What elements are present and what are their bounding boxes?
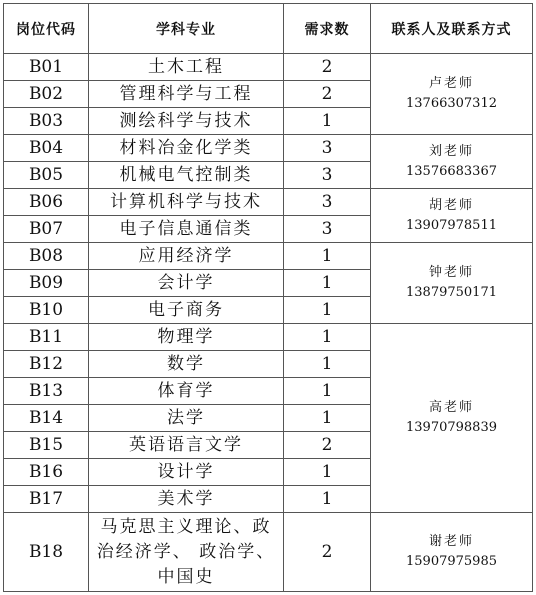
position-code: B07 bbox=[4, 216, 89, 243]
position-code: B05 bbox=[4, 162, 89, 189]
position-code: B09 bbox=[4, 270, 89, 297]
demand-count: 1 bbox=[284, 108, 371, 135]
major-name: 美术学 bbox=[89, 486, 284, 513]
contact-cell bbox=[371, 189, 533, 243]
contact-cell bbox=[371, 324, 533, 513]
contact-name: 高老师 bbox=[428, 400, 474, 415]
demand-count: 1 bbox=[284, 378, 371, 405]
contact-phone: 13970798839 bbox=[406, 420, 497, 435]
position-code: B13 bbox=[4, 378, 89, 405]
major-name: 测绘科学与技术 bbox=[89, 108, 284, 135]
contact-name: 刘老师 bbox=[428, 143, 474, 159]
major-name: 会计学 bbox=[89, 270, 284, 297]
contact-cell bbox=[371, 243, 533, 324]
demand-count: 1 bbox=[284, 243, 371, 270]
position-code: B10 bbox=[4, 297, 89, 324]
demand-count: 1 bbox=[284, 459, 371, 486]
demand-count: 2 bbox=[284, 513, 371, 592]
position-code: B17 bbox=[4, 486, 89, 513]
demand-count: 2 bbox=[284, 54, 371, 81]
demand-count: 3 bbox=[284, 162, 371, 189]
demand-count: 1 bbox=[284, 324, 371, 351]
position-code: B16 bbox=[4, 459, 89, 486]
major-name: 设计学 bbox=[89, 459, 284, 486]
contact-name: 胡老师 bbox=[428, 197, 474, 213]
major-name: 管理科学与工程 bbox=[89, 81, 284, 108]
major-line: 治经济学、 政治学、 bbox=[96, 541, 276, 562]
major-name: 土木工程 bbox=[89, 54, 284, 81]
position-code: B15 bbox=[4, 432, 89, 459]
contact-name: 卢老师 bbox=[428, 76, 474, 91]
contact-cell bbox=[371, 54, 533, 135]
recruitment-table bbox=[3, 3, 533, 592]
contact-name: 钟老师 bbox=[428, 265, 474, 280]
major-name: 英语语言文学 bbox=[89, 432, 284, 459]
position-code: B14 bbox=[4, 405, 89, 432]
position-code: B11 bbox=[4, 324, 89, 351]
position-code: B01 bbox=[4, 54, 89, 81]
position-code: B12 bbox=[4, 351, 89, 378]
major-name: 电子商务 bbox=[89, 297, 284, 324]
header-row bbox=[4, 4, 533, 54]
major-name: 体育学 bbox=[89, 378, 284, 405]
major-name: 法学 bbox=[89, 405, 284, 432]
major-line: 马克思主义理论、政 bbox=[100, 516, 272, 537]
demand-count: 1 bbox=[284, 486, 371, 513]
header-code: 岗位代码 bbox=[4, 4, 89, 54]
demand-count: 1 bbox=[284, 405, 371, 432]
contact-phone: 13879750171 bbox=[406, 285, 497, 300]
major-line: 中国史 bbox=[157, 566, 215, 587]
major-name: 数学 bbox=[89, 351, 284, 378]
contact-phone: 15907975985 bbox=[406, 554, 497, 569]
major-name: 电子信息通信类 bbox=[89, 216, 284, 243]
major-name: 计算机科学与技术 bbox=[89, 189, 284, 216]
demand-count: 2 bbox=[284, 432, 371, 459]
contact-phone: 13576683367 bbox=[406, 163, 497, 179]
major-name bbox=[89, 513, 284, 592]
major-name: 机械电气控制类 bbox=[89, 162, 284, 189]
contact-phone: 13907978511 bbox=[406, 217, 497, 233]
position-code: B02 bbox=[4, 81, 89, 108]
contact-phone: 13766307312 bbox=[406, 96, 497, 111]
header-contact: 联系人及联系方式 bbox=[371, 4, 533, 54]
position-code: B06 bbox=[4, 189, 89, 216]
header-count: 需求数 bbox=[284, 4, 371, 54]
contact-cell bbox=[371, 513, 533, 592]
demand-count: 3 bbox=[284, 216, 371, 243]
position-code: B18 bbox=[4, 513, 89, 592]
header-major: 学科专业 bbox=[89, 4, 284, 54]
demand-count: 3 bbox=[284, 189, 371, 216]
position-code: B04 bbox=[4, 135, 89, 162]
major-name: 物理学 bbox=[89, 324, 284, 351]
table-row bbox=[4, 324, 533, 351]
major-name: 材料冶金化学类 bbox=[89, 135, 284, 162]
demand-count: 2 bbox=[284, 81, 371, 108]
position-code: B08 bbox=[4, 243, 89, 270]
table-row bbox=[4, 513, 533, 592]
contact-name: 谢老师 bbox=[428, 534, 474, 549]
table-row bbox=[4, 189, 533, 216]
position-code: B03 bbox=[4, 108, 89, 135]
contact-cell bbox=[371, 135, 533, 189]
major-name: 应用经济学 bbox=[89, 243, 284, 270]
demand-count: 1 bbox=[284, 270, 371, 297]
demand-count: 1 bbox=[284, 297, 371, 324]
table-row bbox=[4, 243, 533, 270]
demand-count: 3 bbox=[284, 135, 371, 162]
table-row bbox=[4, 135, 533, 162]
demand-count: 1 bbox=[284, 351, 371, 378]
table-row bbox=[4, 54, 533, 81]
